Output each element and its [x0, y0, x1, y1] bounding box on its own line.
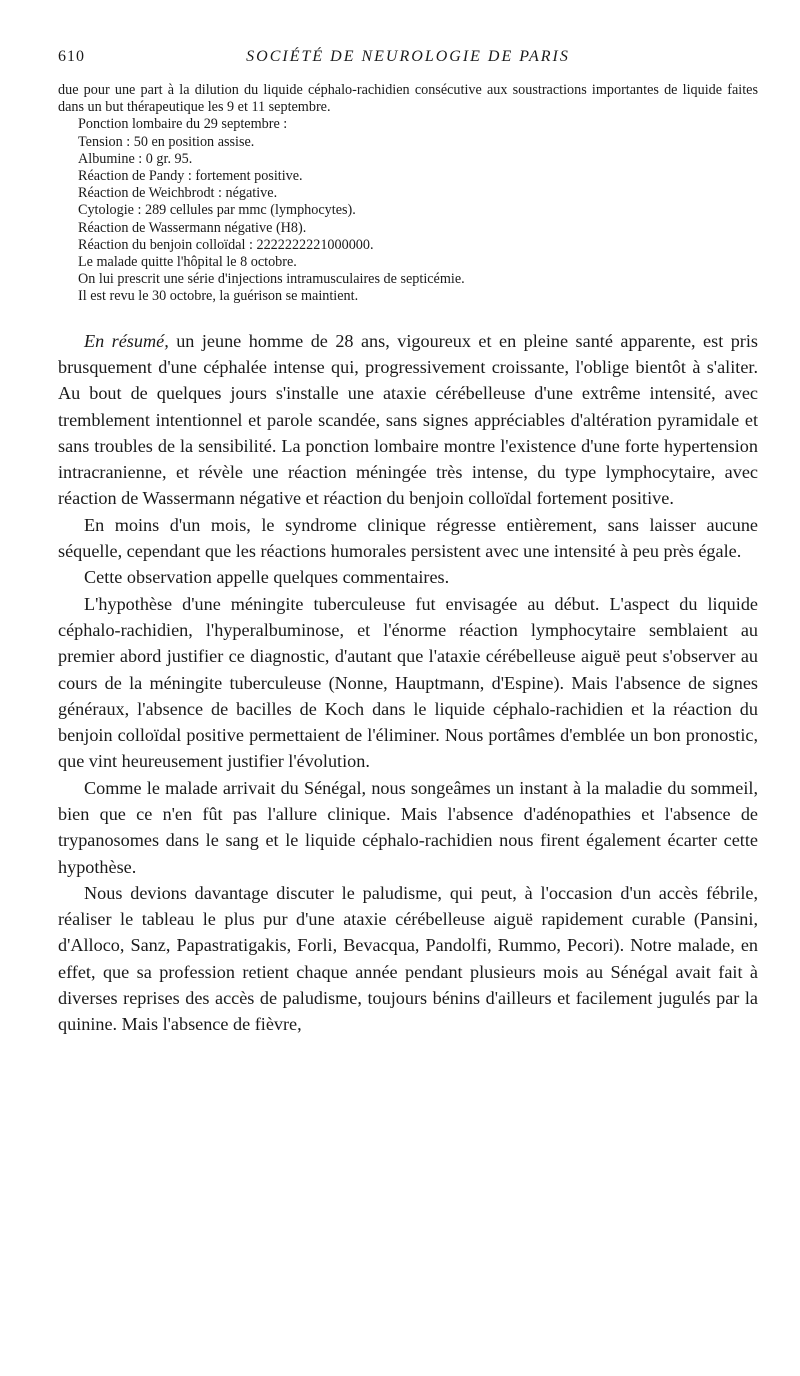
clinical-note-line: Ponction lombaire du 29 septembre : — [78, 116, 288, 133]
page-number: 610 — [58, 48, 85, 65]
clinical-note-line: Réaction du benjoin colloïdal : 2222222221000000. — [78, 236, 374, 253]
clinical-note-line: Réaction de Weichbrodt : négative. — [78, 185, 278, 202]
paragraph-malaria: Nous devions davantage discuter le paludisme, qui peut, à l'occasion d'un accès fébrile, réaliser le tableau le plus pur d'une ataxie cérébelleuse aiguë rapidement curable (Pansini, d'Alloco, Sanz, Papastratigakis, Forli, Bevacqua, Pandolfi, Rummo, Pecori). Notre malade, en effet, que sa profession retient chaque année pendant plusieurs mois au Sénégal avait fait à diverses reprises des accès de paludisme, toujours bénins d'ailleurs et facilement jugulés par la quinine. Mais l'absence de fièvre, — [58, 882, 758, 1035]
clinical-note-line: On lui prescrit une série d'injections intramusculaires de septicémie. — [78, 271, 465, 288]
paragraph-evolution: En moins d'un mois, le syndrome clinique régresse entièrement, sans laisser aucune séquelle, cependant que les réactions humorales persistent avec une intensité à peu près égale. — [58, 514, 758, 562]
paragraph-tuberculosis: L'hypothèse d'une méningite tuberculeuse fut envisagée au début. L'aspect du liquide céphalo-rachidien, l'hyperalbuminose, et l'énorme réaction lymphocytaire semblaient au premier abord justifier ce diagnostic, d'autant que l'ataxie cérébelleuse aiguë peut s'observer au cours de la méningite tuberculeuse (Nonne, Hauptmann, d'Espine). Mais l'absence de signes généraux, l'absence de bacilles de Koch dans le liquide céphalo-rachidien et la réaction du benjoin colloïdal positive permettaient de l'éliminer. Nous portâmes d'emblée un bon pronostic, que vint heureusement justifier l'évolution. — [58, 593, 758, 772]
page-header — [58, 48, 758, 78]
summary-text: un jeune homme de 28 ans, vigoureux et en pleine santé apparente, est pris brusquement d'une céphalée intense qui, progressivement croissante, l'oblige bientôt à s'aliter. Au bout de quelques jours s'installe une ataxie cérébelleuse d'une extrême intensité, avec tremblement intentionnel et parole scandée, sans signes appréciables d'altération pyramidale et sans troubles de la sensibilité. La ponction lombaire montre l'existence d'une forte hypertension intracranienne, et révèle une réaction méningée très intense, du type lymphocytaire, avec réaction de Wassermann négative et réaction du benjoin colloïdal fortement positive. — [58, 330, 758, 509]
clinical-note-line: Tension : 50 en position assise. — [78, 133, 255, 150]
clinical-note-line: Réaction de Pandy : fortement positive. — [78, 168, 303, 185]
clinical-note-line: Cytologie : 289 cellules par mmc (lymphocytes). — [78, 202, 356, 219]
main-text — [58, 328, 758, 1038]
clinical-note-line: Il est revu le 30 octobre, la guérison se maintient. — [78, 288, 359, 305]
summary-lead: En résumé, — [84, 330, 169, 351]
clinical-note-line: Albumine : 0 gr. 95. — [78, 150, 193, 167]
running-title: SOCIÉTÉ DE NEUROLOGIE DE PARIS — [246, 48, 570, 65]
paragraph-comments: Cette observation appelle quelques commentaires. — [84, 567, 450, 588]
clinical-note-line: due pour une part à la dilution du liquide céphalo-rachidien consécutive aux soustractions importantes de liquide faites dans un but thérapeutique les 9 et 11 septembre. — [58, 82, 758, 116]
clinical-note-line: Le malade quitte l'hôpital le 8 octobre. — [78, 254, 297, 271]
document-page — [58, 48, 758, 1038]
paragraph-sleeping-sickness: Comme le malade arrivait du Sénégal, nous songeâmes un instant à la maladie du sommeil, bien que ce n'en fût pas l'allure clinique. Mais l'absence d'adénopathies et l'absence de trypanosomes dans le sang et le liquide céphalo-rachidien nous firent également écarter cette hypothèse. — [58, 777, 758, 877]
clinical-notes — [58, 82, 758, 306]
paragraph-summary — [58, 328, 758, 512]
clinical-note-line: Réaction de Wassermann négative (H8). — [78, 219, 307, 236]
